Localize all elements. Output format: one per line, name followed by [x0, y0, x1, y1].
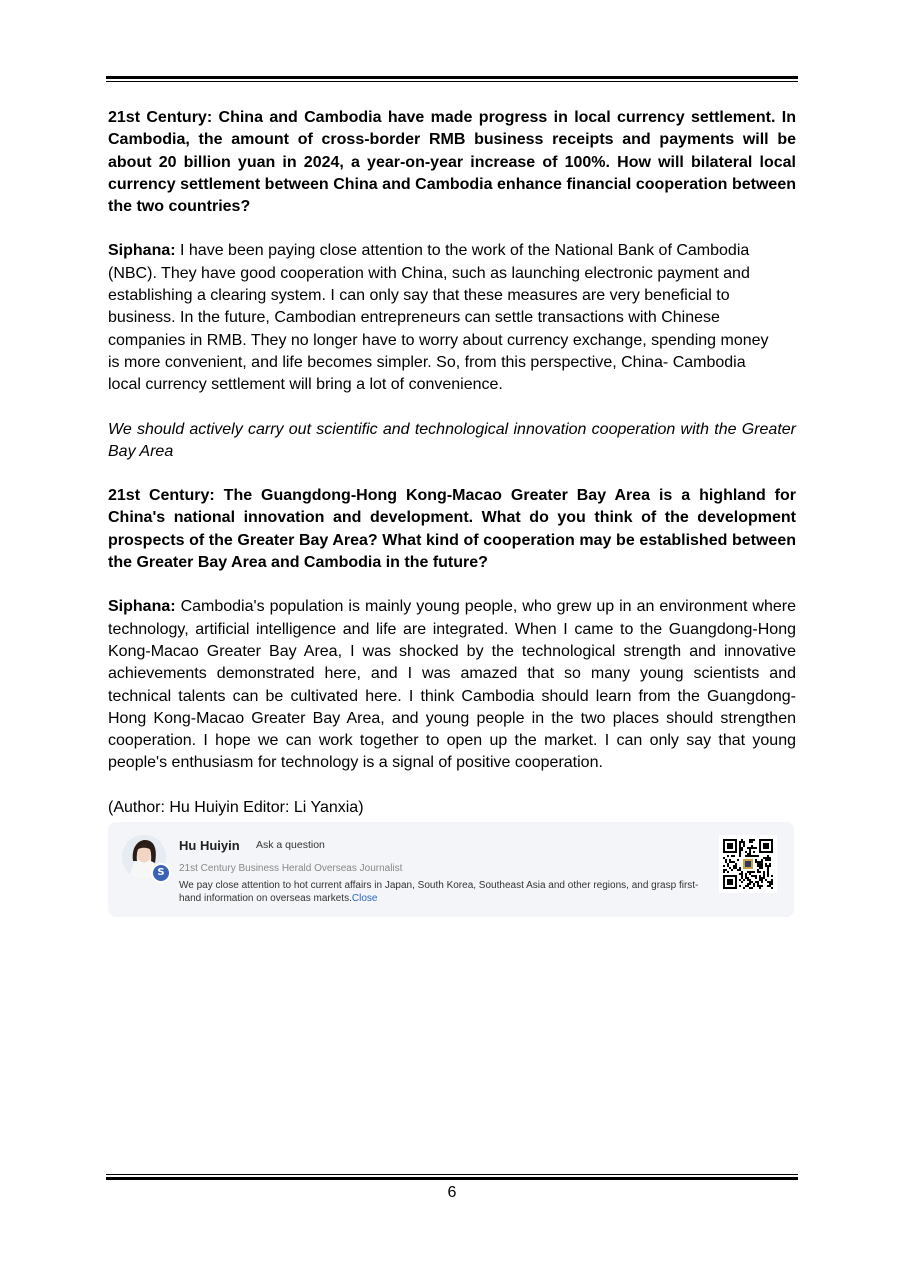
- answer-1-line: is more convenient, and life becomes simpler. So, from this perspective, China- Cambodia: [108, 353, 746, 371]
- answer-1-line: I have been paying close attention to the work of the National Bank of Cambodia: [180, 242, 750, 260]
- author-line: (Author: Hu Huiyin Editor: Li Yanxia): [108, 799, 364, 816]
- close-link[interactable]: Close: [351, 893, 378, 904]
- answer-1: [108, 240, 796, 396]
- answer-2: [108, 596, 796, 774]
- qr-code-icon[interactable]: [719, 835, 777, 893]
- speaker-label: Siphana:: [108, 242, 176, 260]
- article-body: [108, 107, 796, 797]
- answer-1-line: local currency settlement will bring a lot of convenience.: [108, 376, 503, 394]
- journalist-name[interactable]: Hu Huiyin: [179, 838, 240, 853]
- journalist-role: 21st Century Business Herald Overseas Journalist: [179, 863, 403, 874]
- speaker-label: Siphana:: [108, 598, 176, 616]
- journalist-avatar[interactable]: [122, 835, 166, 879]
- ask-question-link[interactable]: Ask a question: [256, 839, 325, 851]
- footer-rule: [106, 1174, 798, 1180]
- journalist-description: [179, 879, 699, 905]
- answer-1-line: business. In the future, Cambodian entrepreneurs can settle transactions with Chinese: [108, 309, 720, 327]
- question-1: 21st Century: China and Cambodia have made progress in local currency settlement. In Cambodia, the amount of cross-border RMB business receipts and payments will be about 20 billion yuan in 2024, a year-on-year increase of 100%. How will bilateral local currency settlement between China and Cambodia enhance financial cooperation between the two countries?: [108, 109, 796, 216]
- section-subheading: We should actively carry out scientific and technological innovation cooperation with the Greater Bay Area: [108, 420, 796, 460]
- header-rule: [106, 76, 798, 82]
- page-number: 6: [447, 1184, 457, 1201]
- answer-1-line: (NBC). They have good cooperation with China, such as launching electronic payment and: [108, 264, 750, 282]
- question-2: 21st Century: The Guangdong-Hong Kong-Macao Greater Bay Area is a highland for China's national innovation and development. What do you think of the development prospects of the Greater Bay Area? What kind of cooperation may be established between the Greater Bay Area and Cambodia in the future?: [108, 487, 796, 572]
- description-text: We pay close attention to hot current affairs in Japan, South Korea, Southeast Asia and other regions, and grasp first-hand information on overseas markets.: [179, 880, 699, 904]
- answer-1-line: establishing a clearing system. I can only say that these measures are very beneficial to: [108, 287, 730, 305]
- answer-1-line: companies in RMB. They no longer have to worry about currency exchange, spending money: [108, 331, 769, 349]
- journalist-card: [108, 822, 794, 917]
- answer-2-text: Cambodia's population is mainly young people, who grew up in an environment where technology, artificial intelligence and life are integrated. When I came to the Guangdong-Hong Kong-Macao Greater Bay Area, I was shocked by the technological strength and innovative achievements demonstrated here, and I was amazed that so many young scientists and technical talents can be cultivated here. I think Cambodia should learn from the Guangdong-Hong Kong-Macao Greater Bay Area, and young people in the two places should strengthen cooperation. I hope we can work together to open up the market. I can only say that young people's enthusiasm for technology is a signal of positive cooperation.: [108, 598, 797, 772]
- verified-badge-icon: S: [151, 863, 171, 883]
